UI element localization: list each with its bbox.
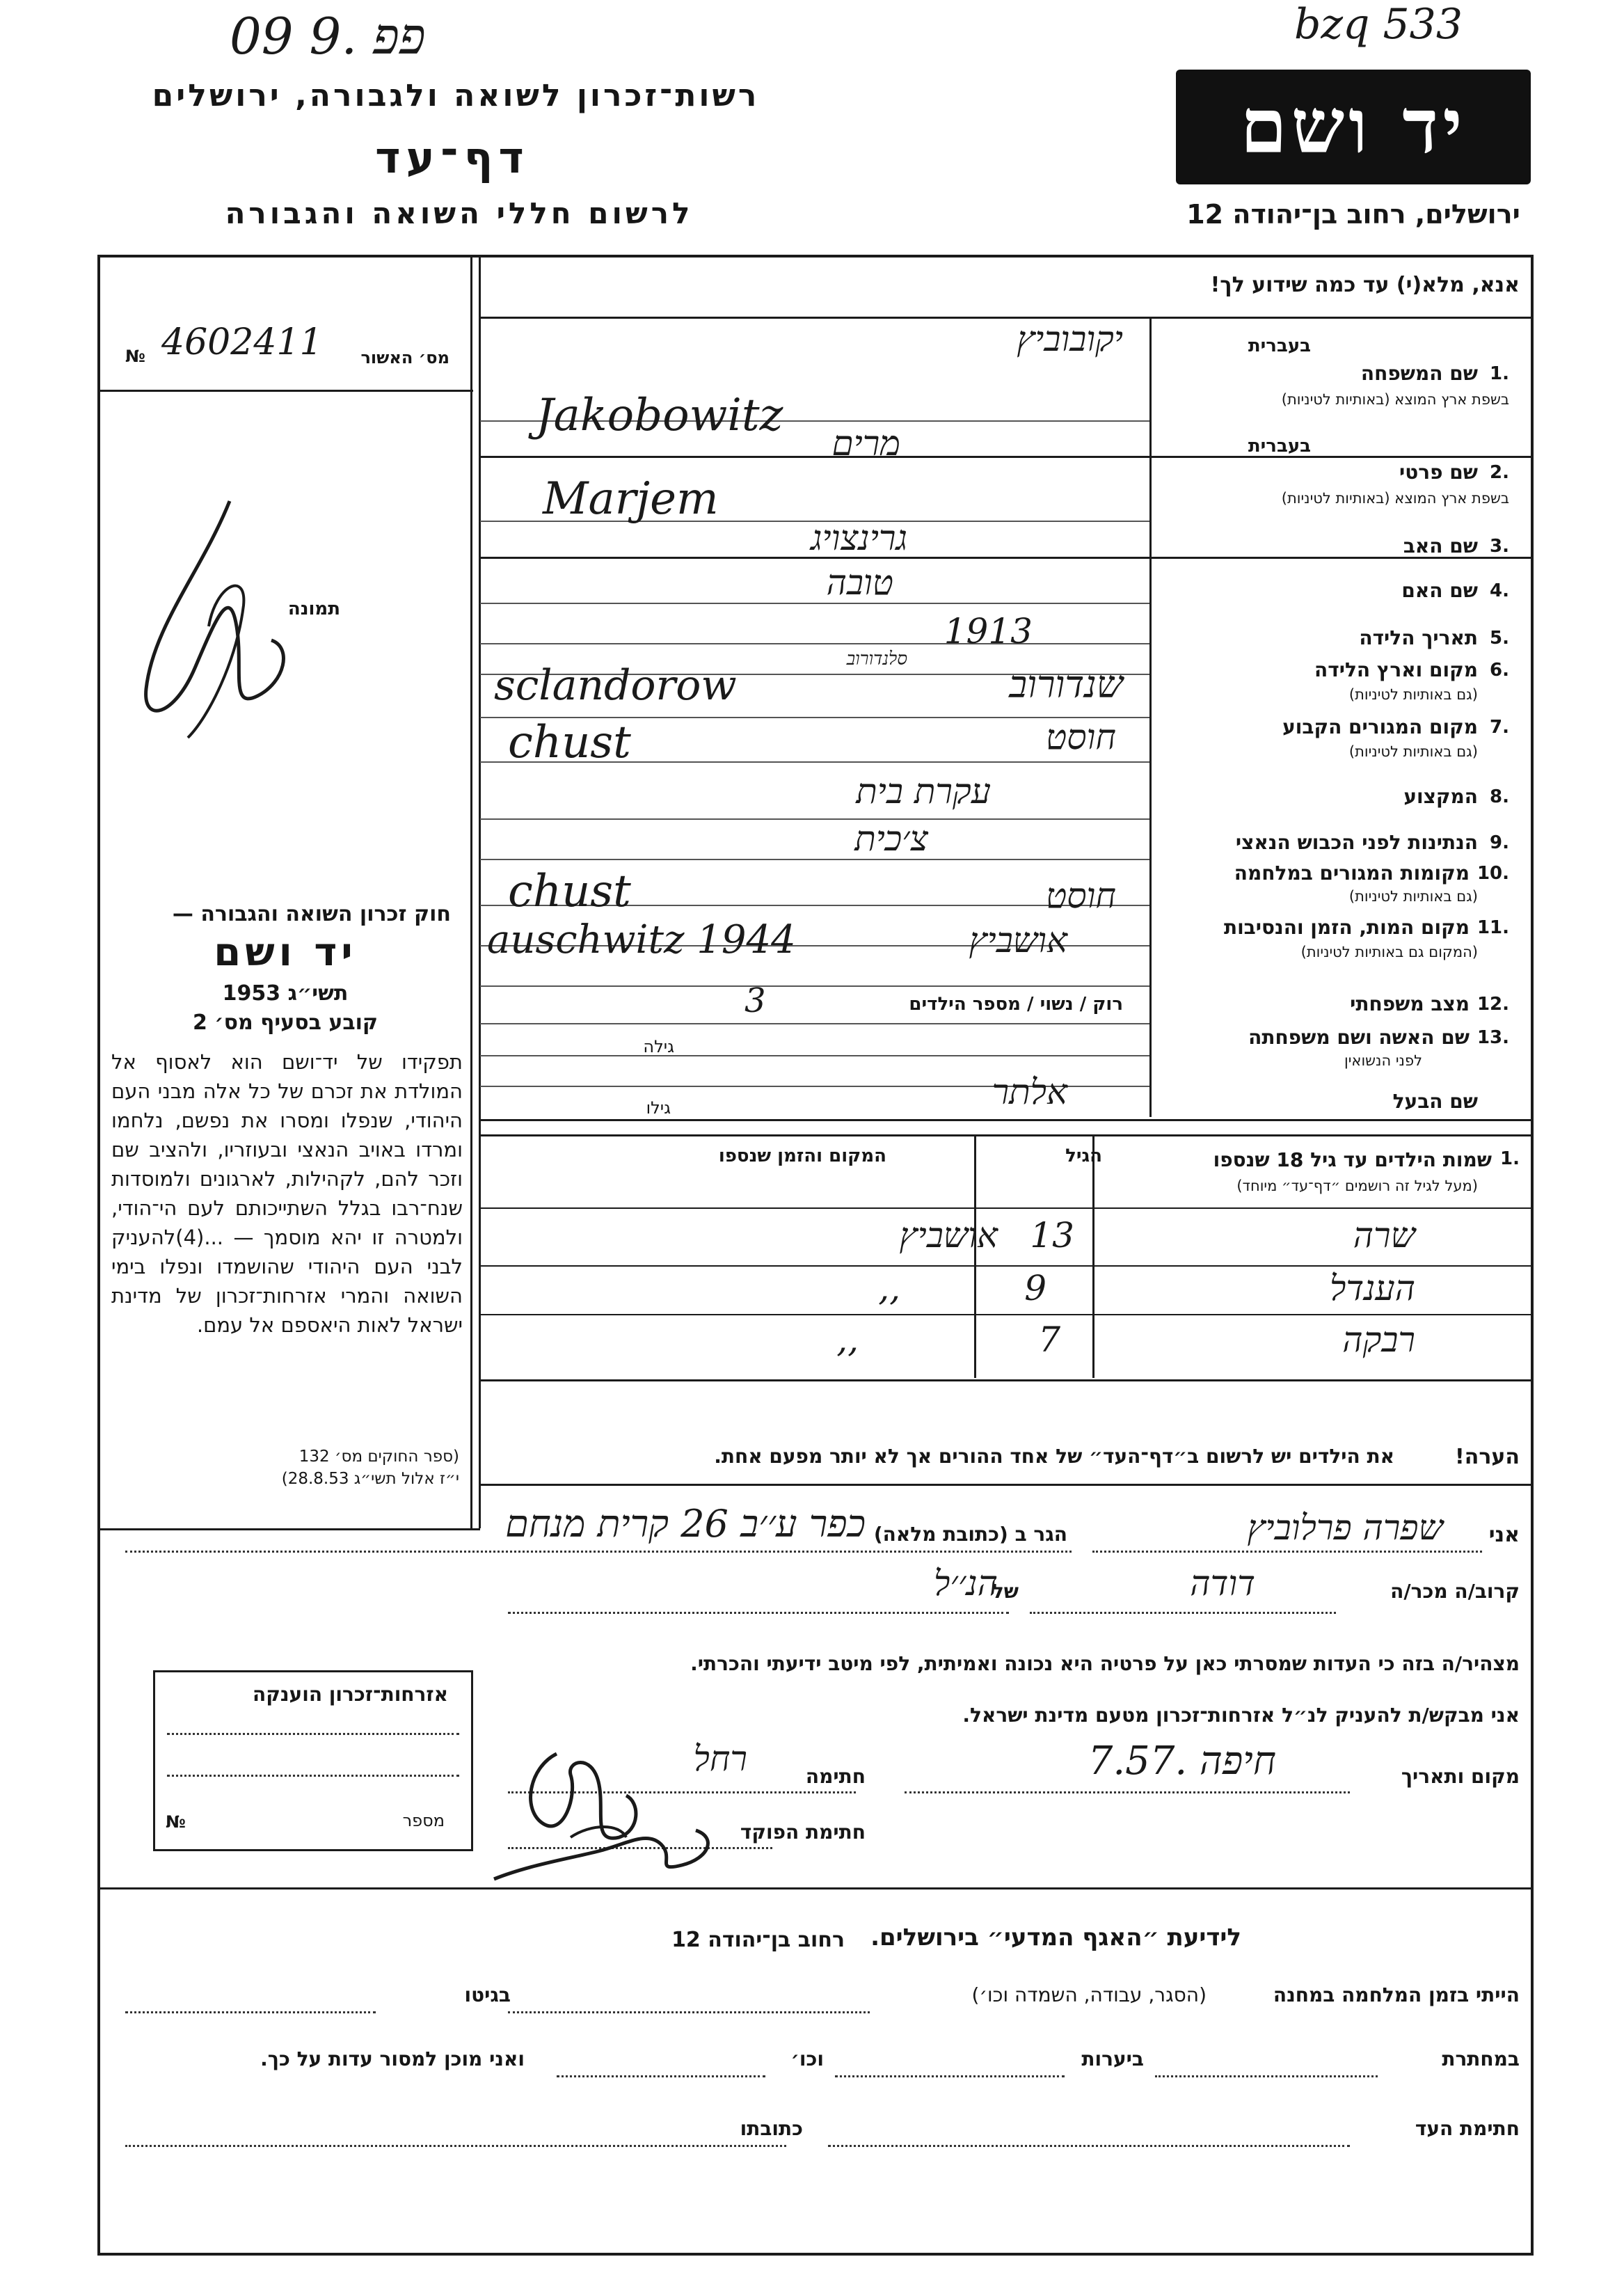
husband-label: שם הבעל (1392, 1090, 1478, 1113)
science-line2-d: ואני מוכן למסור עדות על כך. (260, 2047, 525, 2070)
science-line2-c: וכו׳ (790, 2047, 824, 2070)
field-10-num: 10. (1476, 863, 1509, 884)
science-address: רחוב בן־יהודה 12 (671, 1928, 845, 1952)
sidebar-divider (479, 255, 481, 1528)
sidebar-bottom (97, 1528, 480, 1530)
field-12-value: 3 (745, 981, 766, 1020)
request-text: אני מבקש/ת להעניק לנ״ל אזרחות־זכרון מטעם מדינת ישראל. (962, 1704, 1520, 1727)
children-header-note: (מעל לגיל זה רושמים ״דף־עד״ מיוחד) (1236, 1178, 1478, 1194)
place-date-value: חיפה .7.57 (1088, 1738, 1276, 1784)
handwritten-top-left: 09 9. פפ (230, 7, 426, 65)
field-7-value-latin: chust (508, 717, 631, 768)
row-divider-2 (480, 456, 1534, 458)
child-1-name: שרה (1353, 1215, 1415, 1255)
science-line2-b: ביערות (1081, 2047, 1144, 2070)
field-1-lang-he: בעברית (1248, 335, 1311, 356)
authority-line: רשות־זכרון לשואה ולגבורה, ירושלים (152, 78, 760, 113)
children-header-names: שמות הילדים עד גיל 18 שנספו (1213, 1148, 1492, 1171)
field-11-num: 11. (1476, 917, 1509, 938)
approval-no-sign: № (125, 347, 145, 366)
logo-text: יד ושם (1240, 83, 1467, 171)
field-3-num: 3. (1490, 536, 1509, 557)
field-11-label: מקום המות, הזמן והנסיבות (1223, 916, 1470, 939)
field-8-label: המקצוע (1403, 785, 1478, 808)
children-header-divider (480, 1207, 1534, 1209)
of-value: הנ׳׳ל (933, 1563, 998, 1603)
children-bottom-border (480, 1379, 1534, 1381)
approval-number: 4602411 (161, 322, 323, 363)
field-12-label: מצב משפחתי (1350, 992, 1470, 1015)
field-10-note: (גם באותיות לטיניות) (1348, 888, 1478, 905)
archive-code: bzq 533 (1294, 0, 1463, 49)
science-line2-fill-1 (1155, 2075, 1378, 2077)
declarant-address: כפר ע׳׳ב 26 קרית מנחם (505, 1502, 866, 1546)
row-divider-5 (480, 603, 1149, 604)
field-1-value-latin: Jakobowitz (536, 390, 783, 441)
field-6-value-latin: sclandorow (494, 661, 737, 710)
field-7-value-he: חוסט (1045, 717, 1116, 757)
form-subtitle: לרשום חללי השואה והגבורה (225, 196, 694, 230)
citizenship-line-2 (167, 1775, 459, 1777)
officer-signature (487, 1809, 738, 1893)
child-2-place: ,, (878, 1268, 900, 1308)
field-3-label: שם האב (1403, 534, 1478, 557)
science-line1-fill-2 (125, 2011, 376, 2013)
header-address: ירושלים, רחוב בן־יהודה 12 (1186, 199, 1520, 230)
field-4-num: 4. (1490, 580, 1509, 601)
row-divider-11 (480, 859, 1149, 860)
field-1-value-he: יקובוביץ (1017, 319, 1123, 359)
science-line1-a: הייתי בזמן המלחמה במחנה (1273, 1983, 1520, 2006)
field-8-value: עקרת בית (856, 771, 991, 811)
field-6-value-small: סלנדורוב (846, 649, 907, 669)
citizenship-number-label: מספר (402, 1811, 445, 1830)
science-line3-a: חתימת העד (1415, 2117, 1520, 2140)
law-line1: חוק זכרון השואה והגבורה — (172, 902, 451, 926)
field-4-value: טובה (826, 562, 893, 603)
field-2-label: שם פרטי (1399, 461, 1478, 484)
label-column-divider (1149, 317, 1152, 1117)
law-title: יד ושם (214, 930, 357, 975)
row-divider-14 (480, 985, 1149, 987)
field-9-label: הנתינות לפני הכבוש הנאצי (1235, 831, 1478, 854)
wife-age-label: גילה (643, 1037, 674, 1056)
science-line3-fill-2 (125, 2145, 786, 2147)
note-divider (480, 1484, 1534, 1486)
child-1-place: אושביץ (899, 1215, 998, 1255)
row-divider-6 (480, 643, 1149, 644)
child-2-name: הענדל (1329, 1268, 1415, 1308)
note-text: את הילדים יש לרשום ב״דף־העד״ של אחד ההורים אך לא יותר מפעם אחת. (714, 1445, 1394, 1468)
field-6-label: מקום וארץ הלידה (1314, 658, 1478, 681)
field-6-value-he: שנדורוב (1009, 663, 1123, 706)
row-divider-18 (480, 1119, 1534, 1121)
science-line1-b: (הסגר, עבודה, השמדה וכו׳) (971, 1983, 1207, 2006)
science-line1-fill (508, 2011, 870, 2013)
relative-label: קרוב/ה מכר/ה (1390, 1580, 1520, 1603)
field-13-num: 13. (1476, 1027, 1509, 1048)
children-row-2-divider (480, 1314, 1534, 1315)
children-header-age: הגיל (1065, 1146, 1102, 1166)
citizenship-no-sign: № (166, 1812, 186, 1832)
field-11-value-latin: auschwitz 1944 (487, 917, 796, 962)
of-label: של (992, 1580, 1019, 1603)
children-row-1-divider (480, 1265, 1534, 1267)
row-divider-16 (480, 1055, 1149, 1056)
place-date-label: מקום ותאריך (1401, 1765, 1520, 1788)
instructions: אנא, מלא(י) עד כמה שידוע לך! (1210, 273, 1520, 297)
citizenship-title: אזרחות־זכרון הוענקה (253, 1683, 448, 1706)
declarant-address-line (125, 1551, 1072, 1553)
field-2-value-latin: Marjem (543, 473, 719, 525)
children-num: 1. (1500, 1148, 1520, 1169)
row-divider-10 (480, 818, 1149, 820)
law-ref2: י״ז אלול תשי״ג 28.8.53) (281, 1470, 459, 1488)
science-line2-a: במחתרת (1442, 2047, 1520, 2070)
law-year: תשי״ג 1953 (222, 981, 349, 1006)
citizenship-line-1 (167, 1733, 459, 1735)
of-line (508, 1612, 1009, 1614)
science-line1-c: בגיטו (464, 1983, 511, 2006)
field-2-num: 2. (1490, 462, 1509, 483)
field-10-value-he: חוסט (1045, 875, 1116, 916)
field-10-label: מקומות המגורים במלחמה (1234, 862, 1470, 885)
science-title: לידיעת ״האגף המדעי״ בירושלים. (870, 1924, 1241, 1951)
child-1-age: 13 (1030, 1215, 1074, 1255)
declarant-i-label: אני (1488, 1523, 1520, 1547)
field-10-value-latin: chust (508, 866, 631, 917)
field-11-value-he: אושביץ (969, 920, 1067, 960)
approval-label: מס׳ האשור (360, 348, 449, 367)
field-12-options: רוק / נשוי / מספר הילדים (909, 994, 1123, 1015)
field-7-label: מקום המגורים הקבוע (1282, 715, 1478, 738)
field-13-note: לפני הנשואין (1344, 1052, 1422, 1069)
field-7-num: 7. (1490, 717, 1509, 738)
child-2-age: 9 (1024, 1268, 1046, 1308)
relation-value: דודה (1190, 1563, 1255, 1603)
science-line3-fill-1 (828, 2145, 1350, 2147)
children-col-divider-1 (1092, 1134, 1094, 1378)
note-label: הערה! (1455, 1445, 1520, 1469)
declaration-text: מצהיר/ה בזה כי העדות שמסרתי כאן על פרטיה היא נכונה ואמיתית, לפי מיטב ידיעתי והכרתי. (690, 1652, 1520, 1675)
field-8-num: 8. (1490, 786, 1509, 807)
photo-signature (125, 487, 320, 752)
declarant-resides-label: הגר ב (כתובת מלאה) (873, 1523, 1067, 1546)
signature-label: חתימה (805, 1765, 866, 1788)
form-title: דף־עד (375, 132, 530, 183)
field-12-num: 12. (1476, 994, 1509, 1015)
law-body: תפקידו של יד־ושם הוא לאסוף אל המולדת את זכרם של כל אלה מבני העם היהודי, שנפלו ומסרו את נפשם, נלחמו ומרדו באויב הנאצי ובעוזריו, ולהציב שם וזכר להם, לקהילות, לארגונים ולמוסדות שנח־רבו בגלל השתייכותם לעם הי־הודי, ולמטרה זו יהא מוסמך — ...(4)להעניק לבני העם היהודי שהושמדו ונפלו בימי השואה והמרי אזרחות־זכרון של מדינת ישראל לאות היאספם אל עמם. (111, 1050, 463, 1337)
instructions-divider (480, 317, 1534, 319)
field-9-num: 9. (1490, 832, 1509, 853)
photo-label: תמונה (287, 599, 340, 619)
yad-vashem-logo (1176, 70, 1531, 184)
science-line2-fill-3 (557, 2075, 765, 2077)
relation-line (1030, 1612, 1336, 1614)
field-1-num: 1. (1490, 363, 1509, 384)
row-divider-4 (480, 557, 1534, 559)
officer-label: חתימת הפוקד (740, 1821, 866, 1844)
field-5-value: 1913 (944, 611, 1033, 651)
signature-value: רחל (693, 1738, 747, 1779)
children-col-divider-2 (974, 1134, 976, 1378)
field-11-note: (המקום גם באותיות לטיניות) (1300, 944, 1478, 960)
field-2-value-he: מרים (831, 423, 900, 463)
field-5-label: תאריך הלידה (1359, 626, 1478, 649)
sidebar-divider-outer (470, 255, 472, 1528)
field-7-note: (גם באותיות לטיניות) (1348, 743, 1478, 760)
husband-value: אלתר (992, 1072, 1067, 1112)
field-13-label: שם האשה ושם משפחתה (1248, 1026, 1470, 1049)
field-2-lang-he: בעברית (1248, 436, 1311, 457)
field-1-lang-note: בשפת ארץ המוצא (באותיות לטיניות) (1281, 391, 1509, 408)
child-3-age: 7 (1038, 1320, 1060, 1360)
field-1-label: שם המשפחה (1360, 362, 1478, 385)
science-line3-b: כתובתו (740, 2117, 803, 2140)
declarant-name-line (1092, 1551, 1482, 1553)
declarant-name: שפרה פרלוביץ (1247, 1507, 1443, 1548)
science-line2-fill-2 (835, 2075, 1065, 2077)
field-2-lang-note: בשפת ארץ המוצא (באותיות לטיניות) (1281, 490, 1509, 507)
child-3-place: ,, (836, 1320, 859, 1360)
children-top-border (480, 1134, 1534, 1136)
science-divider (97, 1887, 1534, 1889)
field-6-note: (גם באותיות לטיניות) (1348, 686, 1478, 703)
law-section: קובע בסעיף מס׳ 2 (192, 1011, 379, 1035)
field-5-num: 5. (1490, 628, 1509, 649)
field-3-value: גרינצויג (810, 518, 907, 558)
place-date-line (905, 1791, 1350, 1793)
law-ref1: (ספר החוקים מס׳ 132 (298, 1448, 459, 1466)
field-4-label: שם האם (1401, 579, 1478, 602)
field-9-value: צ׳כית (854, 818, 928, 859)
children-header-place: המקום והזמן שנספו (718, 1146, 886, 1166)
child-3-name: רבקה (1342, 1320, 1415, 1360)
row-divider-15 (480, 1023, 1149, 1024)
field-6-num: 6. (1490, 660, 1509, 681)
husband-age-label: גילו (646, 1098, 671, 1118)
approval-divider (97, 390, 473, 392)
